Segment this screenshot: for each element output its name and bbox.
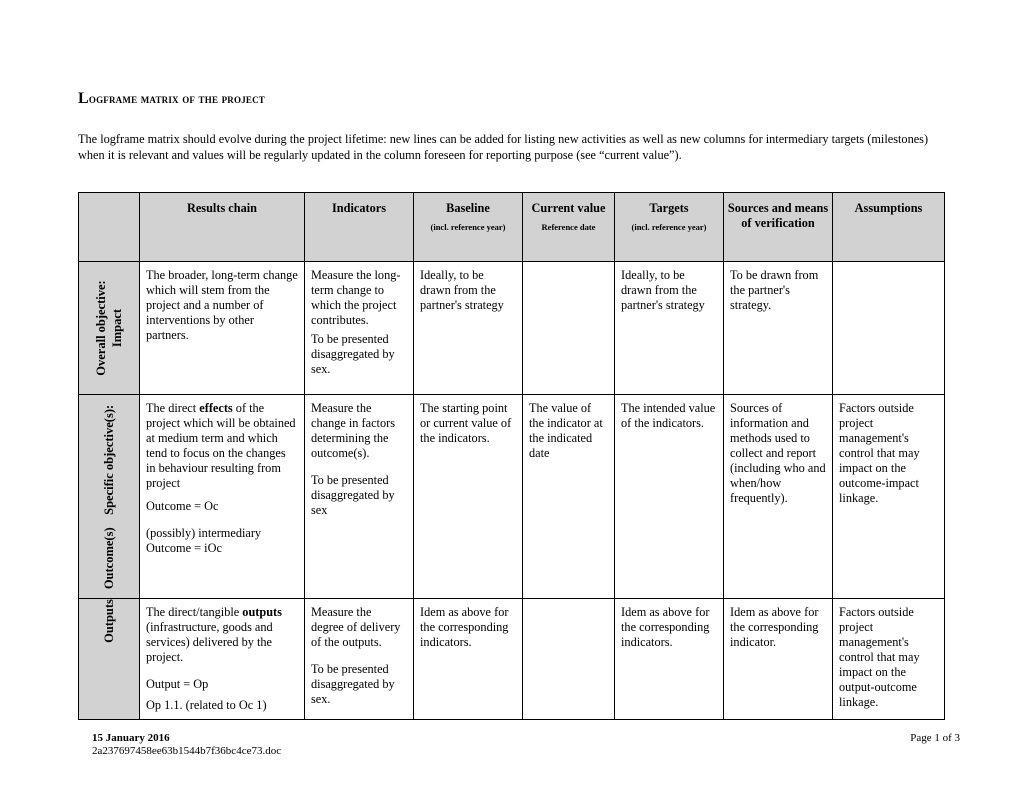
impact-baseline: Ideally, to be drawn from the partner's strategy <box>414 262 523 395</box>
outputs-baseline: Idem as above for the corresponding indicators. <box>414 599 523 720</box>
header-current-value: Current value Reference date <box>523 193 615 262</box>
footer-page-number: Page 1 of 3 <box>910 732 960 744</box>
header-indicators: Indicators <box>305 193 414 262</box>
outcome-targets: The intended value of the indicators. <box>615 395 724 599</box>
header-baseline: Baseline (incl. reference year) <box>414 193 523 262</box>
outcome-row-label: Outcome(s) Specific objective(s): <box>79 395 140 599</box>
outputs-row <box>79 599 945 720</box>
impact-results-chain: The broader, long-term change which will stem from the project and a number of interventions by other partners. <box>140 262 305 395</box>
footer-filename: 2a237697458ee63b1544b7f36bc4ce73.doc <box>92 745 282 757</box>
outcome-current-value: The value of the indicator at the indicated date <box>523 395 615 599</box>
footer-left <box>92 732 281 758</box>
page-title: Logframe matrix of the project <box>78 90 266 107</box>
impact-targets: Ideally, to be drawn from the partner's strategy <box>615 262 724 395</box>
header-results-chain: Results chain <box>140 193 305 262</box>
impact-row <box>79 262 945 395</box>
impact-row-label: Overall objective: Impact <box>79 262 140 395</box>
outputs-row-label: Outputs <box>79 599 140 720</box>
outcome-results-chain: The direct effects of the project which will be obtained at medium term and which tend to focus on the changes in behaviour resulting from project Outcome = Oc (possibly) intermediary Outcome = iOc <box>140 395 305 599</box>
impact-sources: To be drawn from the partner's strategy. <box>724 262 833 395</box>
outputs-targets: Idem as above for the corresponding indicators. <box>615 599 724 720</box>
header-sources: Sources and means of verification <box>724 193 833 262</box>
outcome-indicators: Measure the change in factors determining the outcome(s). To be presented disaggregated by sex <box>305 395 414 599</box>
outcome-sources: Sources of information and methods used to collect and report (including who and when/how frequently). <box>724 395 833 599</box>
impact-current-value <box>523 262 615 395</box>
outcome-baseline: The starting point or current value of the indicators. <box>414 395 523 599</box>
outputs-indicators: Measure the degree of delivery of the outputs. To be presented disaggregated by sex. <box>305 599 414 720</box>
header-targets-sub: (incl. reference year) <box>631 222 707 232</box>
outputs-results-chain: The direct/tangible outputs (infrastructure, goods and services) delivered by the project. Output = Op Op 1.1. (related to Oc 1) <box>140 599 305 720</box>
header-row <box>79 193 945 262</box>
impact-indicators: Measure the long-term change to which the project contributes. To be presented disaggregated by sex. <box>305 262 414 395</box>
header-assumptions: Assumptions <box>833 193 945 262</box>
logframe-table <box>78 192 945 720</box>
header-baseline-sub: (incl. reference year) <box>430 222 506 232</box>
impact-assumptions <box>833 262 945 395</box>
outputs-assumptions: Factors outside project management's control that may impact on the output-outcome linkage. <box>833 599 945 720</box>
header-current-value-sub: Reference date <box>541 222 596 232</box>
intro-paragraph: The logframe matrix should evolve during the project lifetime: new lines can be added for listing new activities as well as new columns for intermediary targets (milestones) when it is relevant and values will be regularly updated in the column foreseen for reporting purpose (see “current value”). <box>78 132 929 162</box>
outcome-row <box>79 395 945 599</box>
outputs-sources: Idem as above for the corresponding indicator. <box>724 599 833 720</box>
footer-date: 15 January 2016 <box>92 732 170 744</box>
header-targets: Targets (incl. reference year) <box>615 193 724 262</box>
header-corner <box>79 193 140 262</box>
outputs-current-value <box>523 599 615 720</box>
outcome-assumptions: Factors outside project management's control that may impact on the outcome-impact linkage. <box>833 395 945 599</box>
